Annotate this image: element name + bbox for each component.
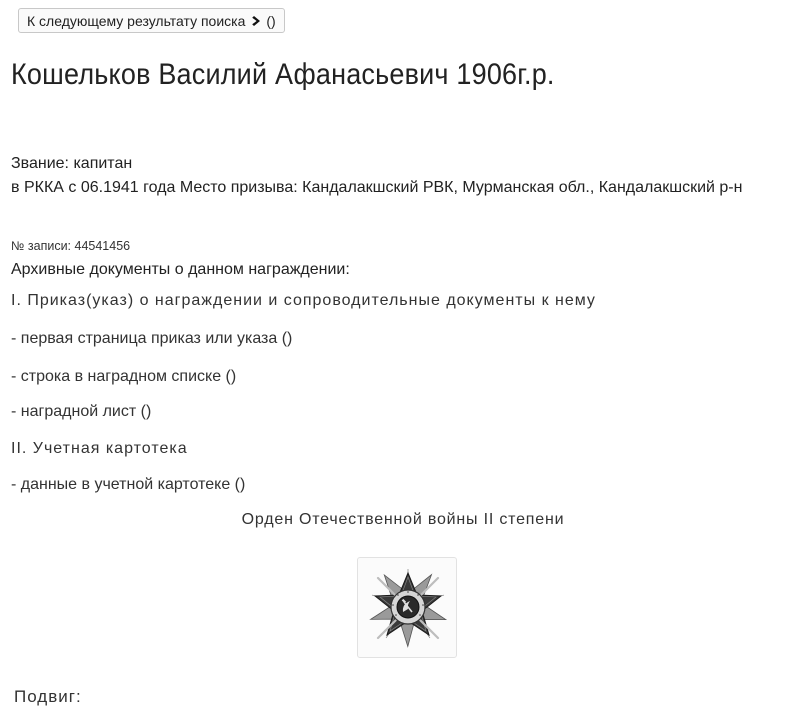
page-title: Кошельков Василий Афанасьевич 1906г.р. xyxy=(11,58,555,91)
award-name: Орден Отечественной войны II степени xyxy=(241,511,565,528)
doc-link-card-index[interactable]: - данные в учетной картотеке () xyxy=(11,476,246,493)
service-text: в РККА с 06.1941 года Место призыва: Кандалакшский РВК, Мурманская обл., Кандалакшский р-н xyxy=(11,179,743,196)
next-result-suffix: () xyxy=(266,12,276,29)
order-patriotic-war-medal-icon xyxy=(366,564,450,650)
award-image[interactable] xyxy=(357,557,457,658)
archive-heading: Архивные документы о данном награждении: xyxy=(11,261,350,278)
chevron-right-icon xyxy=(251,15,263,27)
section-card-index-title: II. Учетная картотека xyxy=(11,440,188,457)
record-number: № записи: 44541456 xyxy=(11,239,131,253)
doc-link-award-sheet[interactable]: - наградной лист () xyxy=(11,403,152,420)
next-result-label: К следующему результату поиска xyxy=(27,12,246,29)
section-orders-title: I. Приказ(указ) о награждении и сопроводительные документы к нему xyxy=(11,292,596,309)
doc-link-award-list-line[interactable]: - строка в наградном списке () xyxy=(11,368,237,385)
doc-link-first-page[interactable]: - первая страница приказ или указа () xyxy=(11,330,293,347)
feat-label: Подвиг: xyxy=(14,687,82,706)
next-search-result-button[interactable] xyxy=(18,8,285,33)
rank-text: Звание: капитан xyxy=(11,155,133,172)
